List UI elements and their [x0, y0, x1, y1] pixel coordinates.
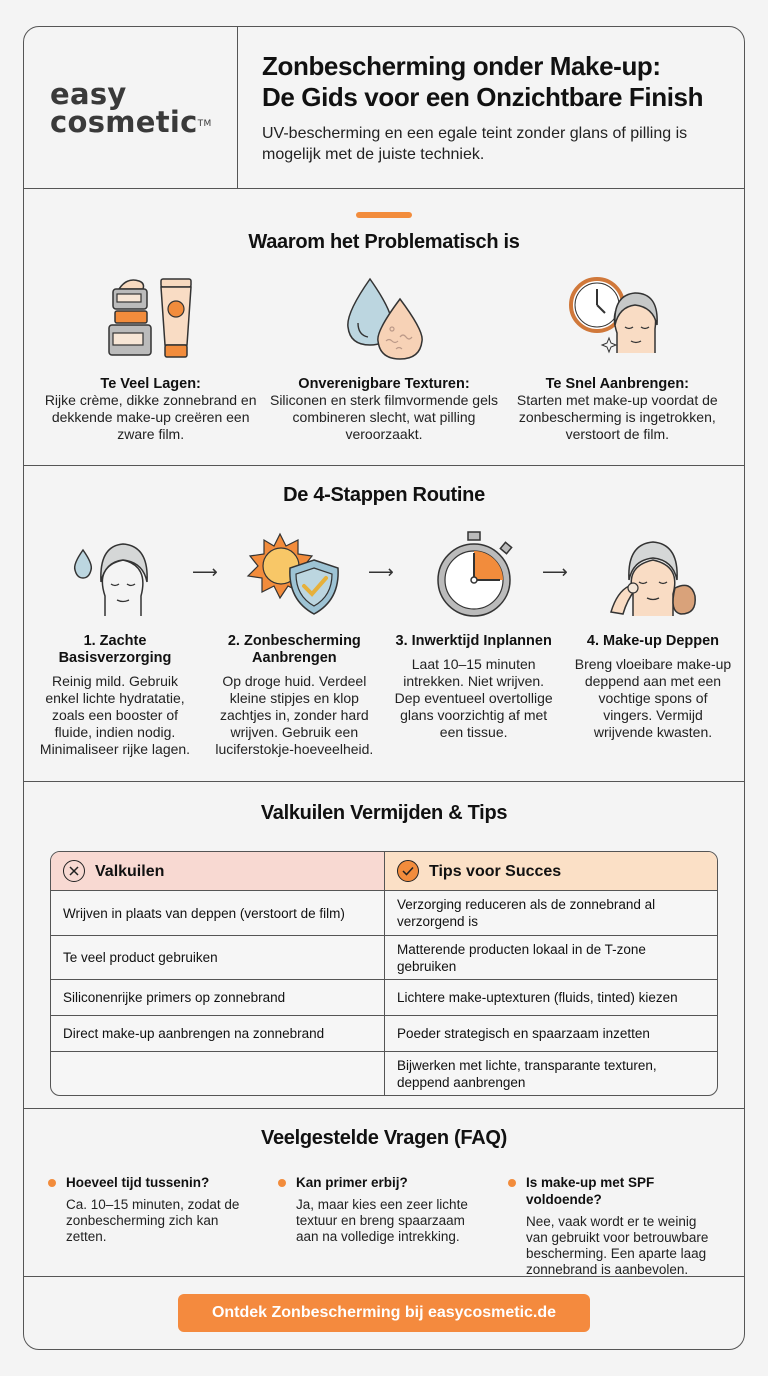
faq-answer: Ca. 10–15 minuten, zodat de zonbescherming zich kan zetten.: [66, 1197, 240, 1244]
bullet-dot-icon: [278, 1179, 286, 1187]
clock-face-icon: [502, 268, 732, 368]
section-title: Veelgestelde Vragen (FAQ): [261, 1127, 507, 1149]
header-tips: [385, 852, 717, 890]
faq-answer: Nee, vaak wordt er te weinig van gebruikt voor betrouwbare bescherming. Een aparte laag zonnebrand is aanbevolen.: [526, 1214, 709, 1277]
tip-cell: Poeder strategisch en spaarzaam inzetten: [397, 1026, 650, 1041]
problem-text: Starten met make-up voordat de zonbescherming is ingetrokken, verstoort de film.: [516, 392, 718, 442]
header-label: Valkuilen: [95, 862, 165, 880]
sun-shield-icon: [215, 527, 373, 623]
faq-question: Is make-up met SPF voldoende?: [526, 1175, 655, 1207]
cta-area: [24, 1277, 744, 1332]
faq-question: Kan primer erbij?: [296, 1175, 408, 1190]
step-heading: 3. Inwerktijd Inplannen: [395, 633, 552, 649]
header-label: Tips voor Succes: [429, 862, 562, 880]
logo-line-1: easy: [50, 76, 127, 111]
pitfall-cell: Te veel product gebruiken: [51, 936, 385, 979]
step-heading: 1. Zachte Basisverzorging: [58, 633, 172, 666]
infographic-card: [23, 26, 745, 1350]
tip-cell: Verzorging reduceren als de zonnebrand al verzorgend is: [397, 897, 656, 929]
logo-line-2: cosmetic: [50, 104, 198, 139]
table-row: [51, 935, 717, 979]
table-header-row: [51, 852, 717, 890]
pitfalls-section: [24, 782, 744, 1109]
faq-answer: Ja, maar kies een zeer lichte textuur en breng spaarzaam aan na volledige intrekking.: [296, 1197, 468, 1244]
bullet-dot-icon: [508, 1179, 516, 1187]
problem-item: [502, 268, 732, 443]
section-title: Valkuilen Vermijden & Tips: [260, 802, 508, 824]
routine-step: [574, 527, 732, 758]
faq-section: [24, 1109, 744, 1277]
page-subtitle: UV-bescherming en een egale teint zonder glans of pilling is mogelijk met de juiste techniek.: [262, 125, 688, 163]
table-row: [51, 890, 717, 935]
title-cell: [238, 27, 744, 188]
page-title: [262, 51, 744, 113]
arrow-icon: ⟶: [542, 562, 568, 582]
step-heading: 4. Make-up Deppen: [586, 633, 720, 649]
routine-step: [36, 527, 194, 758]
problem-heading: Te Snel Aanbrengen:: [545, 376, 690, 392]
texture-drops-icon: [269, 268, 499, 368]
logo-cell: [24, 27, 238, 188]
tip-cell: Bijwerken met lichte, transparante texturen, deppend aanbrengen: [397, 1057, 657, 1090]
tip-cell: Matterende producten lokaal in de T-zone gebruiken: [397, 941, 646, 974]
title-line-2: De Gids voor een Onzichtbare Finish: [262, 82, 704, 112]
step-text: Op droge huid. Verdeel kleine stipjes en klop zachtjes in, zonder hard wrijven. Gebruik een luciferstokje-hoeveelheid.: [215, 673, 374, 757]
section-title: De 4-Stappen Routine: [283, 484, 485, 506]
cosmetic-jars-icon: [36, 268, 266, 368]
step-text: Breng vloeibare make-up deppend aan met een vochtige spons of vingers. Vermijd wrijvende kwasten.: [574, 656, 732, 740]
table-row: [51, 979, 717, 1015]
problem-text: Siliconen en sterk filmvormende gels combineren slecht, wat pilling veroorzaakt.: [269, 392, 498, 442]
pitfall-cell: Siliconenrijke primers op zonnebrand: [51, 980, 385, 1015]
header-pitfalls: [51, 852, 385, 890]
title-line-1: Zonbescherming onder Make-up:: [262, 51, 661, 81]
header: [24, 27, 744, 189]
pitfall-cell: Wrijven in plaats van deppen (verstoort de film): [51, 891, 385, 935]
step-heading: 2. Zonbescherming Aanbrengen: [227, 633, 361, 666]
faq-question: Hoeveel tijd tussenin?: [66, 1175, 210, 1190]
face-drop-icon: [36, 527, 194, 623]
close-circle-icon: [63, 860, 85, 882]
step-text: Laat 10–15 minuten intrekken. Niet wrijven. Dep eventueel overtollige glans voorzichtig af met een tissue.: [394, 656, 553, 740]
pitfall-cell: [51, 1052, 385, 1095]
routine-section: [24, 466, 744, 782]
accent-bar: [356, 212, 412, 218]
faq-item: [48, 1174, 260, 1278]
check-circle-icon: [397, 860, 419, 882]
faq-item: [278, 1174, 490, 1278]
step-text: Reinig mild. Gebruik enkel lichte hydratatie, zoals een booster of fluide, indien nodig. Minimaliseer rijke lagen.: [39, 673, 191, 757]
problem-heading: Te Veel Lagen:: [100, 376, 201, 392]
problem-heading: Onverenigbare Texturen:: [298, 376, 470, 392]
arrow-icon: ⟶: [368, 562, 394, 582]
table-row: [51, 1015, 717, 1051]
cta-button[interactable]: Ontdek Zonbescherming bij easycosmetic.de: [178, 1294, 590, 1332]
brand-logo: [50, 76, 212, 139]
problem-item: [269, 268, 499, 443]
pitfall-cell: Direct make-up aanbrengen na zonnebrand: [51, 1016, 385, 1051]
trademark: TM: [197, 118, 212, 129]
face-sponge-icon: [574, 527, 732, 623]
routine-step: [395, 527, 553, 758]
stopwatch-icon: [395, 527, 553, 623]
table-row: [51, 1051, 717, 1095]
problem-item: [36, 268, 266, 443]
problems-section: [24, 189, 744, 466]
section-title: Waarom het Problematisch is: [248, 231, 520, 253]
pitfalls-table: [50, 851, 718, 1096]
routine-step: [215, 527, 373, 758]
arrow-icon: ⟶: [192, 562, 218, 582]
faq-item: [508, 1174, 720, 1278]
bullet-dot-icon: [48, 1179, 56, 1187]
tip-cell: Lichtere make-uptexturen (fluids, tinted) kiezen: [397, 990, 678, 1005]
problem-text: Rijke crème, dikke zonnebrand en dekkende make-up creëren een zware film.: [44, 392, 257, 442]
